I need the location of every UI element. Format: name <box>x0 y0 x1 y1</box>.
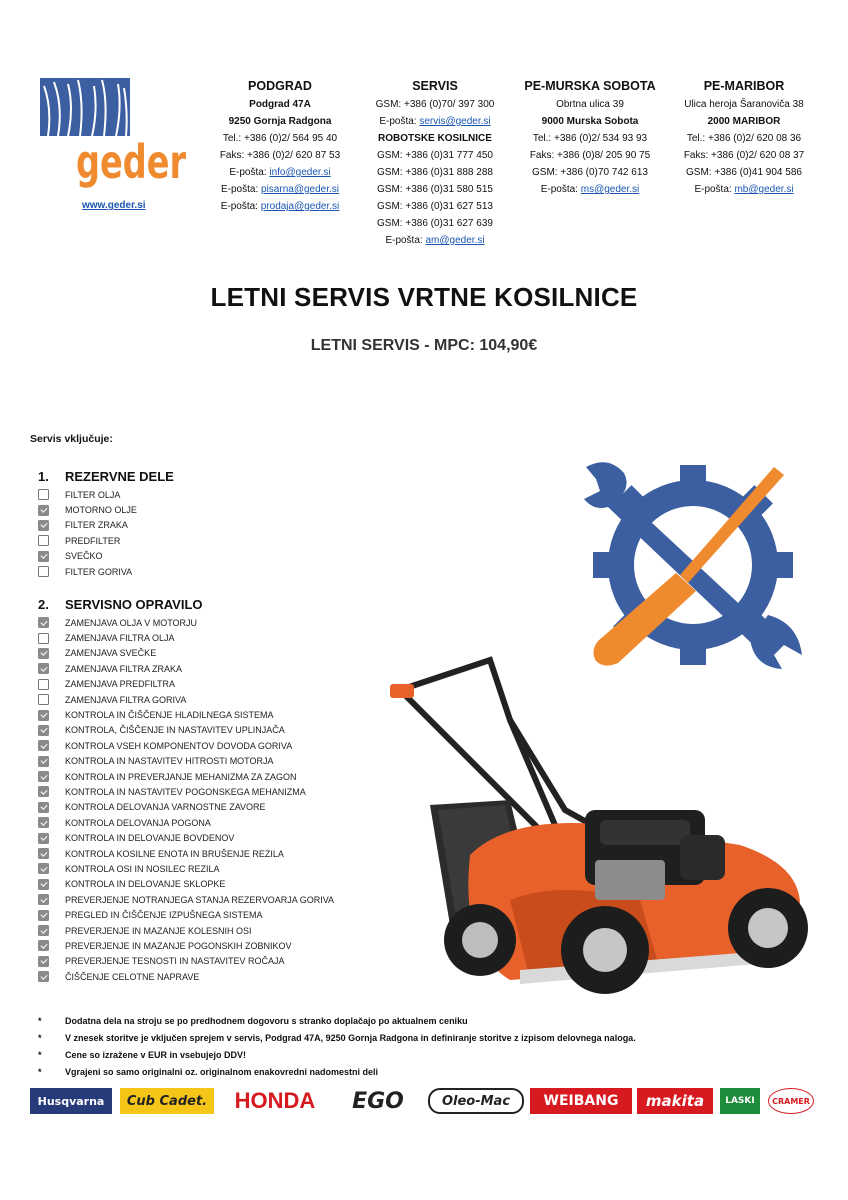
checked-checkbox[interactable] <box>38 740 49 751</box>
footnote <box>38 1033 636 1050</box>
section-title: SERVISNO OPRAVILO <box>65 597 203 612</box>
office-contact-line <box>358 215 512 232</box>
office-heading: PE-MURSKA SOBOTA <box>524 79 656 93</box>
checked-checkbox[interactable] <box>38 617 49 628</box>
unchecked-checkbox[interactable] <box>38 633 49 644</box>
checklist-item-label: KONTROLA IN NASTAVITEV POGONSKEGA MEHANIZMA <box>65 786 306 797</box>
checked-checkbox[interactable] <box>38 817 49 828</box>
office-line-text: Ulica heroja Šaranoviča 38 <box>684 99 804 110</box>
email-link[interactable]: am@geder.si <box>425 235 485 246</box>
office-line-text: GSM: +386 (0)70/ 397 300 <box>375 99 495 110</box>
checklist-item <box>38 502 137 517</box>
checklist-item <box>38 892 334 907</box>
checked-checkbox[interactable] <box>38 710 49 721</box>
office-line-text: E-pošta: <box>385 235 426 246</box>
office-contact-line <box>358 181 512 198</box>
office-heading: SERVIS <box>412 79 458 93</box>
office-contact-line <box>358 147 512 164</box>
office-contact-line <box>200 113 360 130</box>
office-email-line <box>200 198 360 215</box>
checklist-item-label: PREVERJENJE NOTRANJEGA STANJA REZERVOARJA GORIVA <box>65 894 335 905</box>
email-link[interactable]: prodaja@geder.si <box>260 201 340 212</box>
checked-checkbox[interactable] <box>38 725 49 736</box>
office-contact-line <box>512 113 668 130</box>
office-email-line <box>200 181 360 198</box>
brand-husqvarna: Husqvarna <box>30 1088 112 1114</box>
checked-checkbox[interactable] <box>38 771 49 782</box>
checklist-item <box>38 518 137 533</box>
checklist-item <box>38 861 334 876</box>
footnote <box>38 1016 636 1033</box>
checklist-item <box>38 938 334 953</box>
office-contact-line <box>200 130 360 147</box>
office-contact-line <box>512 147 668 164</box>
brand-laski: LASKI <box>720 1088 760 1114</box>
footnote-text: Dodatna dela na stroju se po predhodnem dogovoru s stranko doplačajo po aktualnem ceniku <box>65 1016 468 1026</box>
brand-logos <box>30 1088 820 1116</box>
brand-ego: EGO <box>352 1088 404 1114</box>
checklist-item-label: KONTROLA DELOVANJA POGONA <box>65 817 211 828</box>
checklist-item-label: PREVERJENJE IN MAZANJE KOLESNIH OSI <box>65 925 252 936</box>
office-line-text: GSM: +386 (0)31 888 288 <box>377 167 493 178</box>
checklist-item <box>38 923 334 938</box>
checklist-item <box>38 907 334 922</box>
email-link[interactable]: info@geder.si <box>269 167 331 178</box>
office-contact-line <box>358 198 512 215</box>
office-line-text: E-pošta: <box>540 184 581 195</box>
checklist-item-label: KONTROLA IN PREVERJANJE MEHANIZMA ZA ZAGON <box>65 771 297 782</box>
email-link[interactable]: mb@geder.si <box>734 184 794 195</box>
checklist-item <box>38 954 334 969</box>
checked-checkbox[interactable] <box>38 956 49 967</box>
office-email-line <box>666 181 822 198</box>
asterisk-icon: * <box>38 1016 42 1026</box>
checklist-item <box>38 738 334 753</box>
checked-checkbox[interactable] <box>38 910 49 921</box>
office-line-text: E-pošta: <box>694 184 735 195</box>
brand-makita: makita <box>637 1088 713 1114</box>
checklist-item-label: FILTER OLJA <box>65 489 121 500</box>
office-email-line <box>358 113 512 130</box>
checklist-item <box>38 549 137 564</box>
unchecked-checkbox[interactable] <box>38 489 49 500</box>
office-line-text: Tel.: +386 (0)2/ 620 08 36 <box>686 133 802 144</box>
footnote-text: Vgrajeni so samo originalni oz. originalnom enakovredni nadomestni deli <box>65 1067 379 1077</box>
asterisk-icon: * <box>38 1067 42 1077</box>
checklist-item <box>38 487 137 502</box>
brand-weibang: WEIBANG <box>530 1088 632 1114</box>
office-line-text: E-pošta: <box>229 167 270 178</box>
footnote-text: V znesek storitve je vključen sprejem v servis, Podgrad 47A, 9250 Gornja Radgona in definiranje storitve z izpisom delovnega naloga. <box>65 1033 636 1043</box>
checklist-item <box>38 692 334 707</box>
checked-checkbox[interactable] <box>38 802 49 813</box>
office-contact-line <box>666 164 822 181</box>
office-maribor <box>666 78 822 198</box>
checked-checkbox[interactable] <box>38 648 49 659</box>
checklist-item <box>38 815 334 830</box>
checklist-item-label: FILTER GORIVA <box>65 566 133 577</box>
checklist-item-label: KONTROLA VSEH KOMPONENTOV DOVODA GORIVA <box>65 740 293 751</box>
brand-cramer: CRAMER <box>768 1088 814 1114</box>
office-contact-line <box>358 130 512 147</box>
office-line-text: Faks: +386 (0)8/ 205 90 75 <box>529 150 651 161</box>
brand-oleo-mac: Oleo-Mac <box>428 1088 524 1114</box>
office-line-text: GSM: +386 (0)31 777 450 <box>377 150 493 161</box>
office-line-text: E-pošta: <box>220 184 262 195</box>
unchecked-checkbox[interactable] <box>38 535 49 546</box>
office-line-text: Tel.: +386 (0)2/ 534 93 93 <box>532 133 648 144</box>
office-line-text: GSM: +386 (0)31 580 515 <box>377 184 493 195</box>
checklist-item-label: PREGLED IN ČIŠČENJE IZPUŠNEGA SISTEMA <box>65 910 263 921</box>
checklist-item <box>38 630 334 645</box>
checklist-item-label: FILTER ZRAKA <box>65 520 128 531</box>
checklist-item <box>38 784 334 799</box>
office-contact-line <box>200 96 360 113</box>
checklist-item-label: MOTORNO OLJE <box>65 505 137 516</box>
checklist-item-label: PREVERJENJE IN MAZANJE POGONSKIH ZOBNIKOV <box>65 940 292 951</box>
checklist-item-label: KONTROLA OSI IN NOSILEC REZILA <box>65 863 220 874</box>
unchecked-checkbox[interactable] <box>38 679 49 690</box>
office-line-text: Faks: +386 (0)2/ 620 87 53 <box>219 150 341 161</box>
office-contact-line <box>666 147 822 164</box>
office-contact-line <box>666 130 822 147</box>
office-line-text: GSM: +386 (0)70 742 613 <box>532 167 648 178</box>
office-podgrad <box>200 78 360 215</box>
office-line-text: 2000 MARIBOR <box>707 116 781 127</box>
logo-wordmark: geder <box>76 135 187 189</box>
checklist-item <box>38 969 334 984</box>
office-contact-line <box>358 96 512 113</box>
office-contact-line <box>666 96 822 113</box>
brand-honda: HONDA <box>234 1088 316 1113</box>
section-number: 1. <box>38 469 49 484</box>
checklist-item-label: KONTROLA IN DELOVANJE BOVDENOV <box>65 833 235 844</box>
service-checklist <box>38 615 334 984</box>
office-heading: PODGRAD <box>248 79 312 93</box>
section-title: REZERVNE DELE <box>65 469 174 484</box>
checked-checkbox[interactable] <box>38 520 49 531</box>
asterisk-icon: * <box>38 1050 42 1060</box>
email-link[interactable]: ms@geder.si <box>580 184 640 195</box>
checklist-item-label: KONTROLA DELOVANJA VARNOSTNE ZAVORE <box>65 802 266 813</box>
checklist-item-label: PREDFILTER <box>65 535 121 546</box>
checklist-item-label: ZAMENJAVA FILTRA GORIVA <box>65 694 187 705</box>
brand-cub-cadet: Cub Cadet. <box>120 1088 214 1114</box>
checklist-item <box>38 846 334 861</box>
office-line-text: Tel.: +386 (0)2/ 564 95 40 <box>222 133 338 144</box>
checked-checkbox[interactable] <box>38 925 49 936</box>
checklist-item-label: SVEČKO <box>65 551 103 562</box>
asterisk-icon: * <box>38 1033 42 1043</box>
parts-checklist <box>38 487 137 579</box>
office-contact-line <box>512 96 668 113</box>
office-contact-line <box>358 164 512 181</box>
checklist-item-label: ČIŠČENJE CELOTNE NAPRAVE <box>65 971 200 982</box>
footnote <box>38 1067 636 1084</box>
footnote <box>38 1050 636 1067</box>
office-contact-line <box>512 164 668 181</box>
checked-checkbox[interactable] <box>38 551 49 562</box>
office-servis <box>358 78 512 249</box>
checklist-item-label: PREVERJENJE TESNOSTI IN NASTAVITEV ROČAJA <box>65 956 285 967</box>
checklist-item-label: KONTROLA IN ČIŠČENJE HLADILNEGA SISTEMA <box>65 710 274 721</box>
checked-checkbox[interactable] <box>38 879 49 890</box>
office-email-line <box>512 181 668 198</box>
checklist-item-label: KONTROLA, ČIŠČENJE IN NASTAVITEV UPLINJAČA <box>65 725 285 736</box>
page-title: LETNI SERVIS VRTNE KOSILNICE <box>210 282 638 312</box>
checklist-item <box>38 615 334 630</box>
office-line-text: 9250 Gornja Radgona <box>228 116 332 127</box>
checklist-item-label: KONTROLA KOSILNE ENOTA IN BRUŠENJE REZILA <box>65 848 284 859</box>
checked-checkbox[interactable] <box>38 894 49 905</box>
checked-checkbox[interactable] <box>38 756 49 767</box>
footnote-text: Cene so izražene v EUR in vsebujejo DDV! <box>65 1050 247 1060</box>
checked-checkbox[interactable] <box>38 833 49 844</box>
checklist-item <box>38 677 334 692</box>
office-contact-line <box>200 147 360 164</box>
includes-label: Servis vključuje: <box>30 433 113 445</box>
website-link[interactable]: www.geder.si <box>82 200 146 211</box>
office-line-text: E-pošta: <box>220 201 261 212</box>
checklist-item <box>38 661 334 676</box>
section-heading-parts <box>38 469 174 484</box>
checklist-item <box>38 723 334 738</box>
checklist-item <box>38 646 334 661</box>
checklist-item <box>38 769 334 784</box>
checklist-item <box>38 564 137 579</box>
office-line-text: GSM: +386 (0)31 627 513 <box>377 201 493 212</box>
checked-checkbox[interactable] <box>38 663 49 674</box>
checked-checkbox[interactable] <box>38 863 49 874</box>
footnotes <box>38 1016 636 1084</box>
unchecked-checkbox[interactable] <box>38 694 49 705</box>
checked-checkbox[interactable] <box>38 848 49 859</box>
section-number: 2. <box>38 597 49 612</box>
checklist-item-label: KONTROLA IN NASTAVITEV HITROSTI MOTORJA <box>65 756 274 767</box>
checklist-item-label: ZAMENJAVA FILTRA OLJA <box>65 633 175 644</box>
office-line-text: Obrtna ulica 39 <box>556 99 624 110</box>
checklist-item-label: ZAMENJAVA OLJA V MOTORJU <box>65 617 198 628</box>
office-murska-sobota <box>512 78 668 198</box>
email-link[interactable]: servis@geder.si <box>419 116 491 127</box>
office-line-text: E-pošta: <box>379 116 420 127</box>
checklist-item <box>38 707 334 722</box>
checklist-item <box>38 754 334 769</box>
checked-checkbox[interactable] <box>38 505 49 516</box>
checklist-item <box>38 830 334 845</box>
email-link[interactable]: pisarna@geder.si <box>261 184 339 195</box>
office-contact-line <box>512 130 668 147</box>
checked-checkbox[interactable] <box>38 940 49 951</box>
unchecked-checkbox[interactable] <box>38 566 49 577</box>
lawn-mower-image <box>360 650 820 1010</box>
checklist-item <box>38 533 137 548</box>
checklist-item-label: KONTROLA IN DELOVANJE SKLOPKE <box>65 879 226 890</box>
office-line-text: GSM: +386 (0)31 627 639 <box>377 218 493 229</box>
service-tools-icon <box>578 455 808 670</box>
checklist-item-label: ZAMENJAVA PREDFILTRA <box>65 679 176 690</box>
checked-checkbox[interactable] <box>38 971 49 982</box>
checklist-item-label: ZAMENJAVA SVEČKE <box>65 648 157 659</box>
office-line-text: ROBOTSKE KOSILNICE <box>378 133 492 144</box>
office-contact-line <box>666 113 822 130</box>
office-heading: PE-MARIBOR <box>703 79 785 93</box>
office-line-text: Faks: +386 (0)2/ 620 08 37 <box>683 150 805 161</box>
office-line-text: 9000 Murska Sobota <box>541 116 639 127</box>
checked-checkbox[interactable] <box>38 786 49 797</box>
section-heading-service <box>38 597 203 612</box>
price-subtitle: LETNI SERVIS - MPC: 104,90€ <box>310 337 538 354</box>
office-email-line <box>200 164 360 181</box>
checklist-item <box>38 877 334 892</box>
geder-logo <box>38 78 188 188</box>
checklist-item-label: ZAMENJAVA FILTRA ZRAKA <box>65 663 183 674</box>
checklist-item <box>38 800 334 815</box>
office-email-line <box>358 232 512 249</box>
office-line-text: Podgrad 47A <box>249 99 311 110</box>
office-line-text: GSM: +386 (0)41 904 586 <box>686 167 802 178</box>
